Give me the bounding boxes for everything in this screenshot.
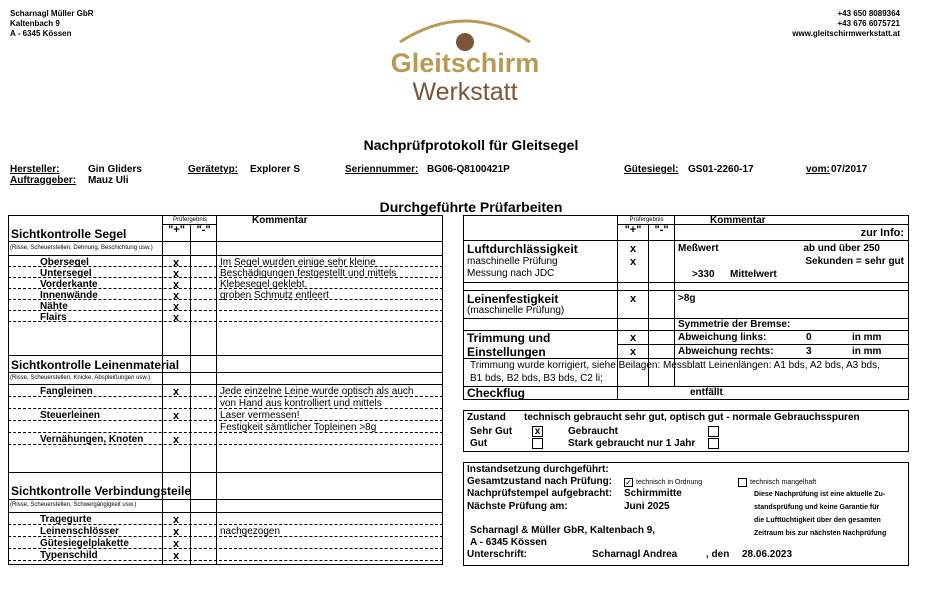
row-mark: x <box>172 301 180 313</box>
trimmung-mark1: x <box>629 332 637 344</box>
row-divider <box>8 299 443 300</box>
luft-messwert: Meßwert <box>678 243 719 254</box>
trimmung-note1: Trimmung wurde korrigiert, siehe Beilagen: Messblatt Leinenlängen: A1 bds, A2 bds, A3 bds, <box>470 360 880 371</box>
luft-info2: Sekunden = sehr gut <box>805 256 904 267</box>
company-city: A - 6345 Kössen <box>10 29 72 38</box>
sehrgut-checkbox[interactable]: x <box>532 426 543 437</box>
row-mark: x <box>172 514 180 526</box>
stempel-value: Schirmmitte <box>624 488 682 499</box>
row-divider <box>8 288 443 289</box>
company-phone2: +43 676 6075721 <box>837 19 900 28</box>
right-kommentar-header: Kommentar <box>710 215 766 226</box>
minus-header: "-" <box>196 224 211 236</box>
company-street: Kaltenbach 9 <box>10 19 60 28</box>
row-label: Obersegel <box>40 257 89 268</box>
row-divider <box>8 432 443 433</box>
row-comment: nachgezogen <box>220 526 281 537</box>
rechts-unit: in mm <box>852 346 882 357</box>
row-divider <box>8 321 443 322</box>
gebraucht-checkbox[interactable] <box>708 426 719 437</box>
zustand-label: Zustand <box>467 412 506 423</box>
instand-line1: Instandsetzung durchgeführt: <box>467 464 609 475</box>
row-mark: x <box>172 434 180 446</box>
row-label: Typenschild <box>40 550 98 561</box>
row-divider <box>8 396 443 397</box>
row-divider <box>8 408 443 409</box>
row-label: Innenwände <box>40 290 98 301</box>
row-comment: Im Segel wurden einige sehr kleine <box>220 257 376 268</box>
zustand-text: technisch gebraucht sehr gut, optisch gut - normale Gebrauchsspuren <box>524 412 860 423</box>
luft-value: >330 <box>692 269 715 280</box>
plus-header: "+" <box>168 224 185 236</box>
gut-checkbox[interactable] <box>532 438 543 449</box>
verbindung-sub: (Risse, Scheuerstellen, Schwergängigkeit usw.) <box>10 502 137 508</box>
symmetrie-label: Symmetrie der Bremse: <box>678 319 791 330</box>
row-mark: x <box>172 279 180 291</box>
guetesiegel-label: Gütesiegel: <box>624 164 679 175</box>
date-sep: , den <box>706 549 730 560</box>
luft-mittelwert: Mittelwert <box>730 269 777 280</box>
row-label: Tragegurte <box>40 514 92 525</box>
row-mark: x <box>172 312 180 324</box>
sig-label: Unterschrift: <box>467 549 528 560</box>
row-divider <box>8 444 443 445</box>
hersteller-label: Hersteller: <box>10 164 60 175</box>
gebraucht-label: Gebraucht <box>568 426 619 437</box>
row-comment: Jede einzelne Leine wurde optisch als auch <box>220 386 414 397</box>
row-label: Nähte <box>40 301 68 312</box>
segel-title: Sichtkontrolle Segel <box>11 227 127 241</box>
next-value: Juni 2025 <box>624 501 670 512</box>
seriennummer-label: Seriennummer: <box>345 164 419 175</box>
gesamt-label: Gesamtzustand nach Prüfung: <box>467 476 613 487</box>
company-phone1: +43 650 8089364 <box>837 9 900 18</box>
addr1: Scharnagl & Müller GbR, Kaltenbach 9, <box>470 525 656 536</box>
mangel-label: technisch mangelhaft <box>750 479 817 486</box>
row-mark: x <box>172 257 180 269</box>
row-mark: x <box>172 410 180 422</box>
luft-sub1: maschinelle Prüfung <box>467 256 558 267</box>
festigkeit-mark: x <box>629 293 637 305</box>
row-divider <box>8 310 443 311</box>
sehrgut-label: Sehr Gut <box>470 426 513 437</box>
row-comment: von Hand aus kontrolliert und mittels <box>220 398 382 409</box>
rechts-value: 3 <box>806 346 812 357</box>
logo-line1: Gleitschirm <box>390 48 540 78</box>
row-mark: x <box>172 386 180 398</box>
vom-label: vom: <box>806 164 830 175</box>
logo <box>370 8 560 108</box>
vom-value: 07/2017 <box>831 164 868 175</box>
date-value: 28.06.2023 <box>742 549 793 560</box>
disclaimer-2: standsprüfung und keine Garantie für <box>754 504 880 511</box>
row-label: Leinenschlösser <box>40 526 119 537</box>
row-comment: Klebesegel geklebt. <box>220 279 308 290</box>
row-divider <box>8 420 443 421</box>
row-mark: x <box>172 268 180 280</box>
auftraggeber-label: Auftraggeber: <box>10 175 77 186</box>
ok-checkbox[interactable]: ✓ <box>625 478 632 487</box>
mangel-checkbox[interactable] <box>738 478 747 487</box>
row-label: Flairs <box>40 312 67 323</box>
row-divider <box>8 548 443 549</box>
disclaimer-4: Zeitraum bis zur nächsten Nachprüfung <box>754 530 887 537</box>
links-value: 0 <box>806 332 812 343</box>
verbindung-title: Sichtkontrolle Verbindungsteile <box>11 484 192 498</box>
geraetetyp-value: Explorer S <box>250 164 301 175</box>
row-divider <box>8 266 443 267</box>
links-unit: in mm <box>852 332 882 343</box>
section-title: Durchgeführte Prüfarbeiten <box>379 199 563 215</box>
luft-mark1: x <box>629 243 637 255</box>
geraetetyp-label: Gerätetyp: <box>188 164 239 175</box>
row-label: Gütesiegelplakette <box>40 538 129 549</box>
row-divider <box>8 560 443 561</box>
row-mark: x <box>172 538 180 550</box>
stempel-label: Nachprüfstempel aufgebracht: <box>467 488 613 499</box>
row-label: Steuerleinen <box>40 410 101 421</box>
row-mark: x <box>172 290 180 302</box>
row-label: Fangleinen <box>40 386 93 397</box>
pruefergebnis-header: Prüfergebnis <box>172 217 208 223</box>
luft-sub2: Messung nach JDC <box>467 268 555 279</box>
festigkeit-value: >8g <box>678 293 696 304</box>
trimmung-mark2: x <box>629 346 637 358</box>
row-label: Untersegel <box>40 268 92 279</box>
disclaimer-3: die Lufttüchtigkeit über den gesamten <box>754 517 881 524</box>
auftraggeber-value: Mauz Uli <box>88 175 129 186</box>
page-title: Nachprüfprotokoll für Gleitsegel <box>363 137 579 153</box>
rechts-label: Abweichung rechts: <box>678 346 774 357</box>
row-comment: Beschädigungen festgestellt und mittels <box>220 268 397 279</box>
sig-value: Scharnagl Andrea <box>592 549 678 560</box>
festigkeit-title: Leinenfestigkeit <box>467 292 559 306</box>
right-pruefergebnis-header: Prüfergebnis <box>629 217 664 223</box>
right-minus-header: "-" <box>654 224 669 236</box>
row-divider <box>8 524 443 525</box>
luft-info1: ab und über 250 <box>803 243 880 254</box>
row-label: Vernähungen, Knoten <box>40 434 144 445</box>
trimmung-title1: Trimmung und <box>467 331 551 345</box>
row-divider <box>8 536 443 537</box>
ok-label: technisch in Ordnung <box>636 479 703 486</box>
guetesiegel-value: GS01-2260-17 <box>688 164 754 175</box>
company-name: Scharnagl Müller GbR <box>10 9 94 18</box>
checkflug-title: Checkflug <box>467 386 526 400</box>
stark-checkbox[interactable] <box>708 438 719 449</box>
disclaimer-1: Diese Nachprüfung ist eine aktuelle Zu- <box>754 491 886 498</box>
addr2: A - 6345 Kössen <box>470 537 547 548</box>
row-comment: Laser vermessen! <box>220 410 300 421</box>
links-label: Abweichung links: <box>678 332 767 343</box>
festigkeit-sub: (maschinelle Prüfung) <box>467 305 565 316</box>
kommentar-header: Kommentar <box>252 215 308 226</box>
trimmung-note2: B1 bds, B2 bds, B3 bds, C2 li; <box>470 373 603 384</box>
zur-info: zur Info: <box>860 227 904 239</box>
hersteller-value: Gin Gliders <box>88 164 142 175</box>
next-label: Nächste Prüfung am: <box>467 501 568 512</box>
checkflug-value: entfällt <box>690 387 723 398</box>
gut-label: Gut <box>470 438 488 449</box>
row-comment: groben Schmutz entleert <box>220 290 329 301</box>
leinen-title: Sichtkontrolle Leinenmaterial <box>11 358 180 372</box>
row-mark: x <box>172 526 180 538</box>
row-divider <box>8 277 443 278</box>
row-mark: x <box>172 550 180 562</box>
right-plus-header: "+" <box>624 224 642 236</box>
luft-mark2: x <box>629 256 637 268</box>
segel-sub: (Risse, Scheuerstellen, Dehnung, Beschichtung usw.) <box>10 245 153 251</box>
stark-label: Stark gebraucht nur 1 Jahr <box>568 438 696 449</box>
luft-title: Luftdurchlässigkeit <box>467 242 578 256</box>
leinen-sub: (Risse, Scheuerstellen, Knicke, Abspleißungen usw.) <box>10 375 151 381</box>
row-label: Vorderkante <box>40 279 98 290</box>
seriennummer-value: BG06-Q8100421P <box>427 164 510 175</box>
trimmung-title2: Einstellungen <box>467 345 546 359</box>
company-web: www.gleitschirmwerkstatt.at <box>792 29 900 38</box>
row-comment: Festigkeit sämtlicher Topleinen >8g <box>220 422 377 433</box>
logo-line2: Werkstatt <box>412 78 518 106</box>
